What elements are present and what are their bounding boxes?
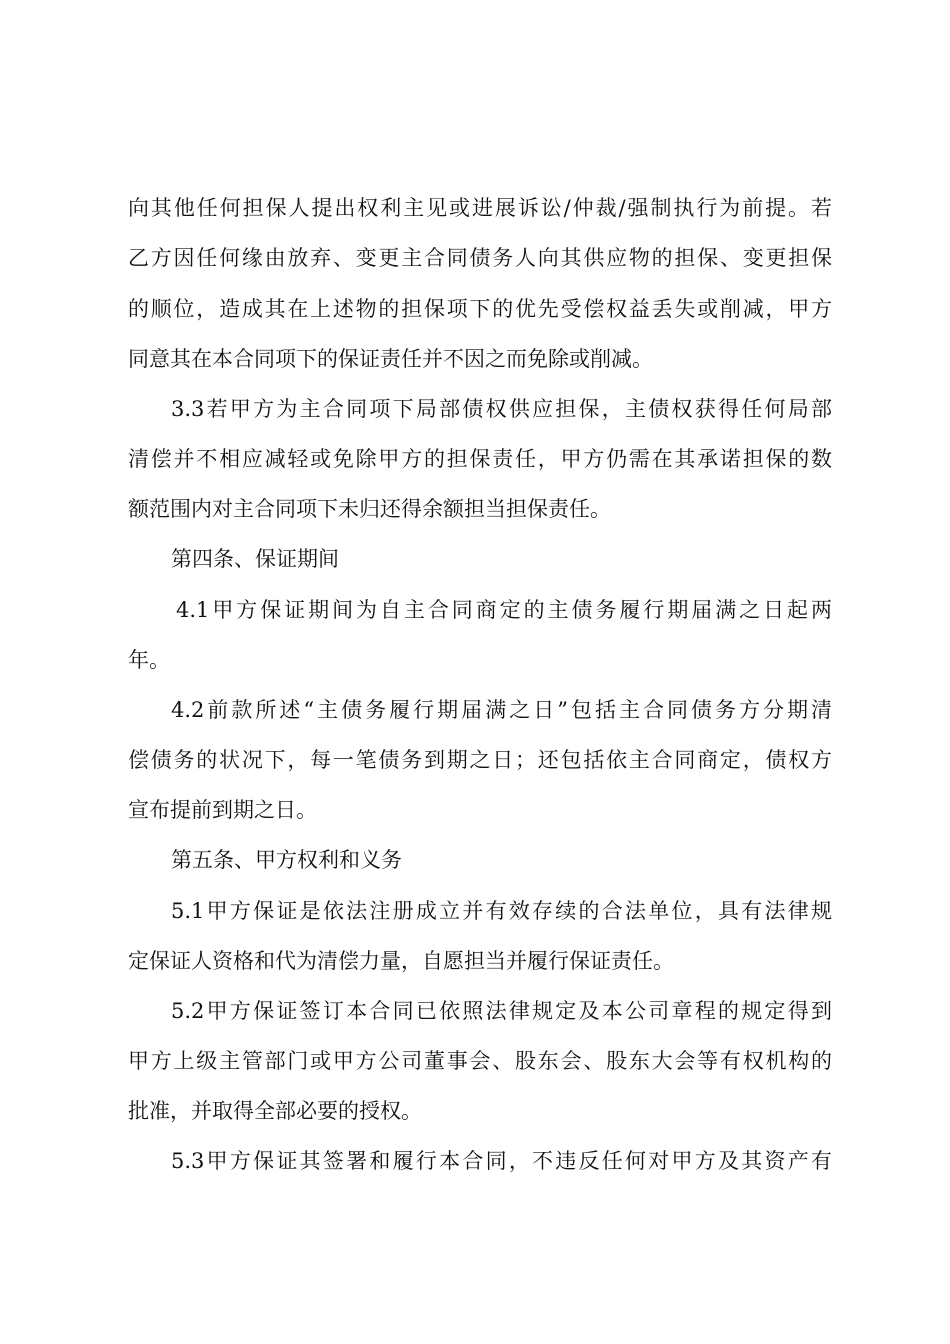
clause-5-1-line: 5.1甲方保证是依法注册成立并有效存续的合法单位，具有法律规 — [171, 899, 832, 923]
body-text-line: 的顺位，造成其在上述物的担保项下的优先受偿权益丢失或削减，甲方 — [128, 297, 832, 321]
body-text-line: 宣布提前到期之日。 — [128, 798, 317, 822]
body-text-line: 甲方上级主管部门或甲方公司董事会、股东会、股东大会等有权机构的 — [128, 1049, 832, 1073]
clause-5-3-line: 5.3甲方保证其签署和履行本合同，不违反任何对甲方及其资产有 — [171, 1149, 832, 1173]
clause-4-1-line: 4.1甲方保证期间为自主合同商定的主债务履行期届满之日起两 — [176, 598, 832, 622]
body-text-line: 定保证人资格和代为清偿力量，自愿担当并履行保证责任。 — [128, 949, 674, 973]
clause-5-2-line: 5.2甲方保证签订本合同已依照法律规定及本公司章程的规定得到 — [171, 999, 832, 1023]
body-text-line: 年。 — [128, 648, 170, 672]
body-text-line: 清偿并不相应减轻或免除甲方的担保责任，甲方仍需在其承诺担保的数 — [128, 447, 832, 471]
body-text-line: 偿债务的状况下，每一笔债务到期之日；还包括依主合同商定，债权方 — [128, 748, 832, 772]
body-text-line: 同意其在本合同项下的保证责任并不因之而免除或削减。 — [128, 347, 653, 371]
body-text-line: 乙方因任何缘由放弃、变更主合同债务人向其供应物的担保、变更担保 — [128, 246, 832, 270]
clause-4-2-line: 4.2前款所述“主债务履行期届满之日”包括主合同债务方分期清 — [171, 698, 832, 722]
section-heading-article-4: 第四条、保证期间 — [171, 547, 339, 571]
clause-3-3-line: 3.3若甲方为主合同项下局部债权供应担保，主债权获得任何局部 — [171, 397, 832, 421]
body-text-line: 批准，并取得全部必要的授权。 — [128, 1099, 422, 1123]
body-text-line: 额范围内对主合同项下未归还得余额担当担保责任。 — [128, 497, 611, 521]
section-heading-article-5: 第五条、甲方权利和义务 — [171, 848, 402, 872]
body-text-line: 向其他任何担保人提出权利主见或进展诉讼/仲裁/强制执行为前提。若 — [128, 196, 832, 220]
